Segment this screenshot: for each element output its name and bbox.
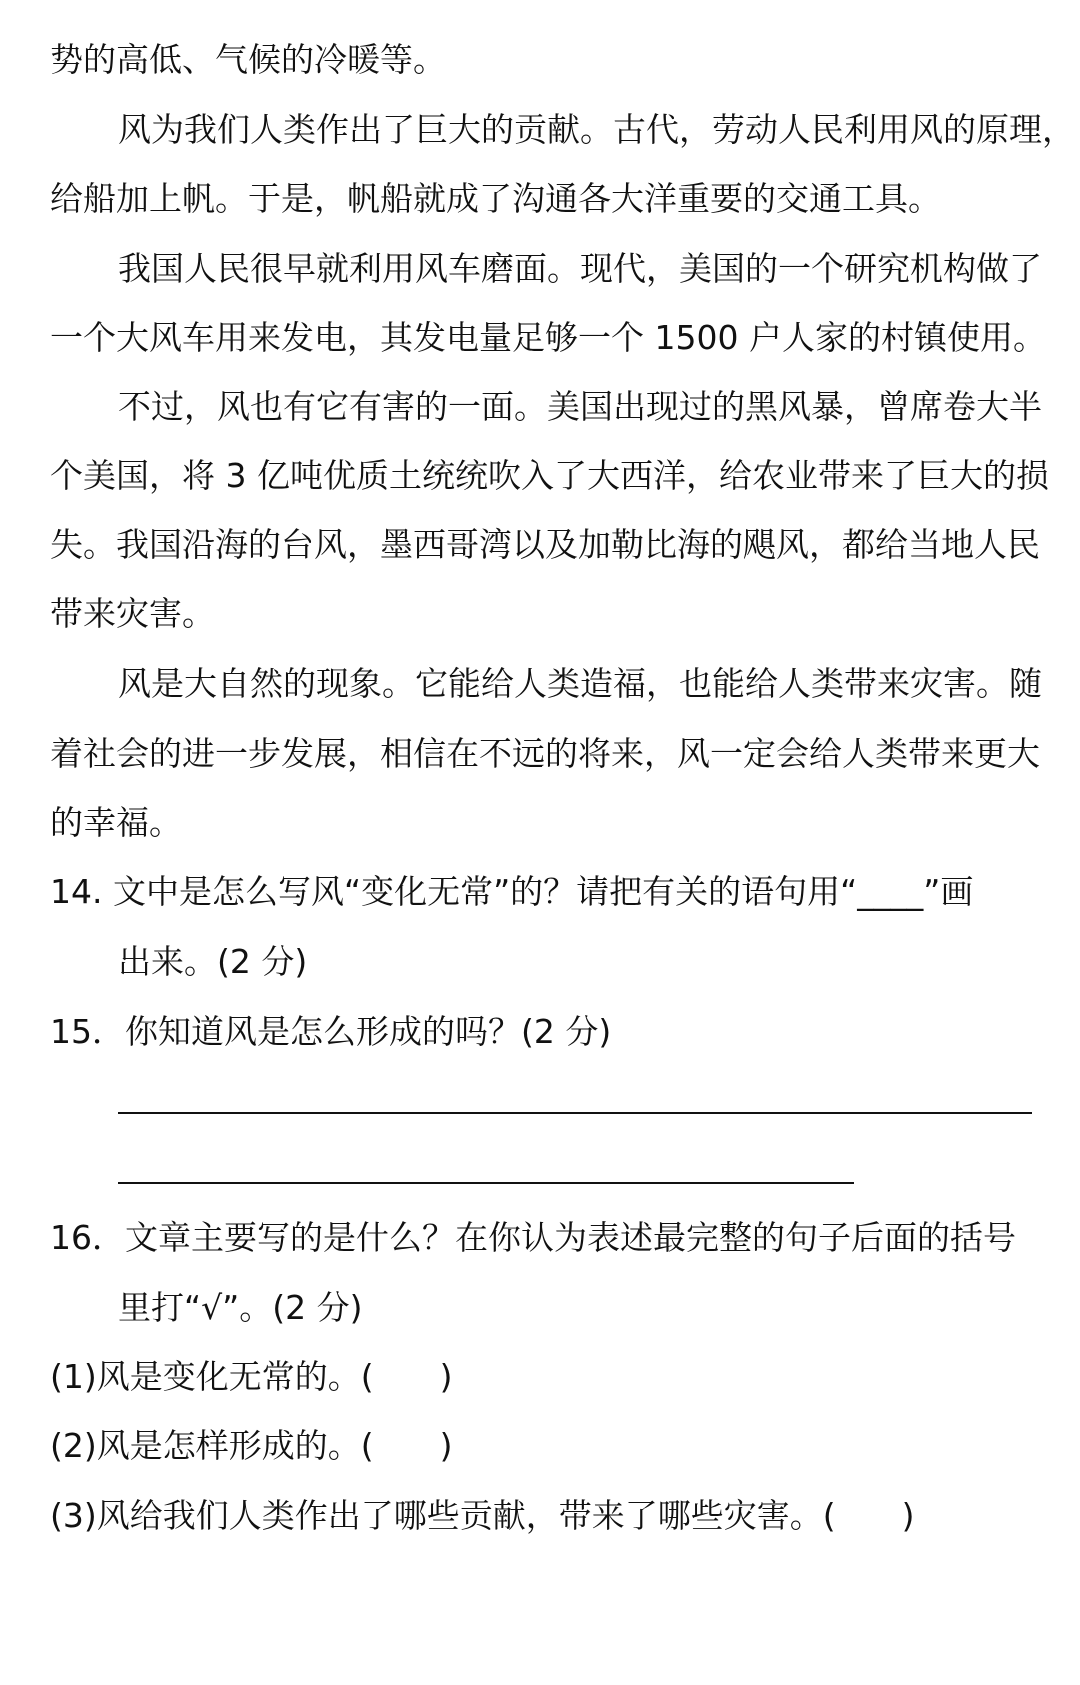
answer-line[interactable]	[118, 1112, 1032, 1114]
question-16: 16．文章主要写的是什么？在你认为表述最完整的句子后面的括号	[50, 1218, 1016, 1257]
passage-line: 势的高低、气候的冷暖等。	[50, 40, 446, 79]
passage-line: 我国人民很早就利用风车磨面。现代，美国的一个研究机构做了	[118, 249, 1042, 288]
passage-line: 带来灾害。	[50, 594, 215, 633]
option-3[interactable]: (3)风给我们人类作出了哪些贡献，带来了哪些灾害。( )	[50, 1496, 915, 1535]
question-14-continuation: 出来。(2 分)	[118, 942, 308, 981]
question-14: 14. 文中是怎么写风“变化无常”的？请把有关的语句用“____”画	[50, 872, 974, 911]
passage-line: 个美国，将 3 亿吨优质土统统吹入了大西洋，给农业带来了巨大的损	[50, 456, 1049, 495]
option-1[interactable]: (1)风是变化无常的。( )	[50, 1357, 453, 1396]
question-16-continuation: 里打“√”。(2 分)	[118, 1288, 363, 1327]
passage-line: 不过，风也有它有害的一面。美国出现过的黑风暴，曾席卷大半	[118, 387, 1042, 426]
passage-line: 一个大风车用来发电，其发电量足够一个 1500 户人家的村镇使用。	[50, 318, 1046, 357]
passage-line: 给船加上帆。于是，帆船就成了沟通各大洋重要的交通工具。	[50, 179, 941, 218]
passage-line: 风是大自然的现象。它能给人类造福，也能给人类带来灾害。随	[118, 664, 1042, 703]
passage-line: 失。我国沿海的台风，墨西哥湾以及加勒比海的飓风，都给当地人民	[50, 525, 1040, 564]
passage-line: 风为我们人类作出了巨大的贡献。古代，劳动人民利用风的原理，	[118, 110, 1075, 149]
passage-line: 的幸福。	[50, 803, 182, 842]
passage-line: 着社会的进一步发展，相信在不远的将来，风一定会给人类带来更大	[50, 734, 1040, 773]
question-15: 15．你知道风是怎么形成的吗？(2 分)	[50, 1012, 612, 1051]
answer-line[interactable]	[118, 1182, 854, 1184]
option-2[interactable]: (2)风是怎样形成的。( )	[50, 1426, 453, 1465]
